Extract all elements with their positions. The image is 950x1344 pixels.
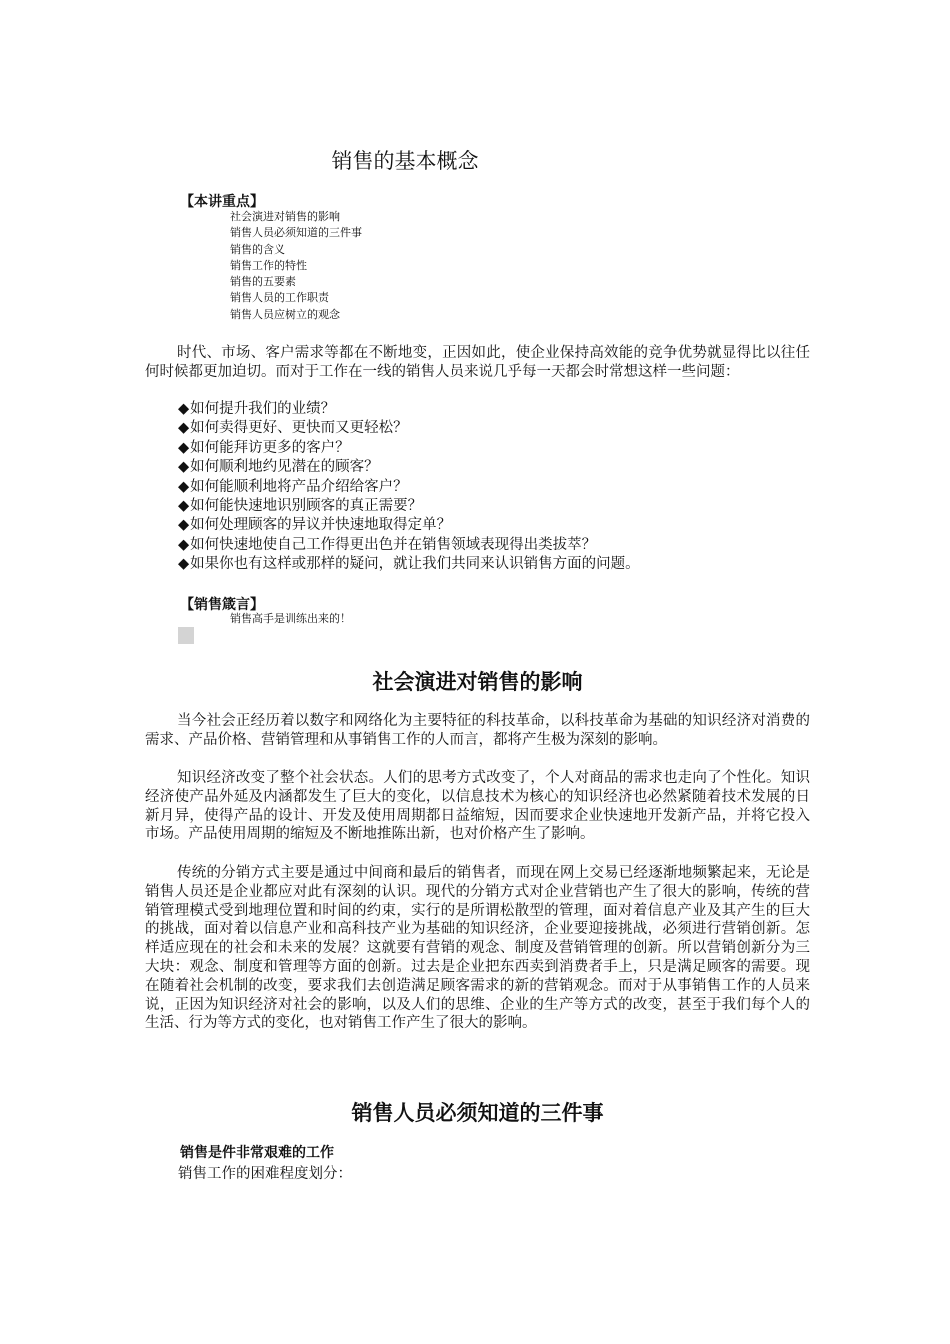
question-item: ◆如何提升我们的业绩？ [178, 401, 336, 417]
diamond-bullet-icon: ◆ [178, 536, 190, 553]
question-item: ◆如何卖得更好、更快而又更轻松？ [178, 420, 408, 437]
question-item: ◆如何快速地使自己工作得更出色并在销售领域表现得出类拔萃？ [178, 536, 597, 553]
diamond-bullet-icon: ◆ [178, 517, 190, 534]
maxim-label: 【销售箴言】 [180, 597, 264, 613]
diamond-bullet-icon: ◆ [178, 556, 190, 573]
key-points-list [230, 209, 362, 323]
key-point-item: 销售人员必须知道的三件事 [230, 226, 362, 240]
section-title-social-evolution: 社会演进对销售的影响 [372, 670, 583, 694]
intro-paragraph: 时代、市场、客户需求等都在不断地变，正因如此，使企业保持高效能的竞争优势就显得比以往任何时候都更加迫切。而对于工作在一线的销售人员来说几乎每一天都会时常想这样一些问题： [145, 345, 810, 380]
diamond-bullet-icon: ◆ [178, 401, 190, 417]
key-point-item: 销售的含义 [230, 242, 285, 256]
question-item: ◆如果你也有这样或那样的疑问，就让我们共同来认识销售方面的问题。 [178, 556, 640, 573]
section1-paragraph: 知识经济改变了整个社会状态。人们的思考方式改变了，个人对商品的需求也走向了个性化。知识经济使产品外延及内涵都发生了巨大的变化，以信息技术为核心的知识经济也必然紧随着技术发展的日新月异，使得产品的设计、开发及使用周期都日益缩短，因而要求企业快速地开发新产品，并将它投入市场。产品使用周期的缩短及不断地推陈出新，也对价格产生了影响。 [145, 770, 810, 843]
key-point-item: 销售人员的工作职责 [230, 291, 329, 305]
question-item: ◆如何能顺利地将产品介绍给客户？ [178, 478, 408, 495]
section1-paragraph: 当今社会正经历着以数字和网络化为主要特征的科技革命，以科技革命为基础的知识经济对消费的需求、产品价格、营销管理和从事销售工作的人而言，都将产生极为深刻的影响。 [145, 713, 810, 748]
section1-paragraph: 传统的分销方式主要是通过中间商和最后的销售者，而现在网上交易已经逐渐地频繁起来，无论是销售人员还是企业都应对此有深刻的认识。现代的分销方式对企业营销也产生了很大的影响，传统的营销管理模式受到地理位置和时间的约束，实行的是所谓松散型的管理，面对着信息产业及其产生的巨大的挑战，面对着以信息产业和高科技产业为基础的知识经济，企业要迎接挑战，必须进行营销创新。怎样适应现在的社会和未来的发展？这就要有营销的观念、制度及营销管理的创新。所以营销创新分为三大块：观念、制度和管理等方面的创新。过去是企业把东西卖到消费者手上，只是满足顾客的需要。现在随着社会机制的改变，要求我们去创造满足顾客需求的新的营销观念。而对于从事销售工作的人员来说，正因为知识经济对社会的影响，以及人们的思维、企业的生产等方式的改变，甚至于我们每个人的生活、行为等方式的变化，也对销售工作产生了很大的影响。 [145, 865, 810, 1032]
question-item: ◆如何能拜访更多的客户？ [178, 439, 350, 456]
section2-subheading: 销售是件非常艰难的工作 [180, 1145, 334, 1161]
key-points-label: 【本讲重点】 [180, 194, 264, 210]
question-list [178, 400, 640, 575]
key-point-item: 销售的五要素 [230, 275, 296, 289]
diamond-bullet-icon: ◆ [178, 439, 190, 456]
diamond-bullet-icon: ◆ [178, 420, 190, 437]
question-item: ◆如何顺利地约见潜在的顾客？ [178, 459, 379, 476]
maxim-list [230, 611, 351, 627]
key-point-item: 销售工作的特性 [230, 258, 307, 272]
key-point-item: 销售人员应树立的观念 [230, 307, 340, 321]
page-title: 销售的基本概念 [331, 149, 479, 173]
diamond-bullet-icon: ◆ [178, 459, 190, 476]
section2-line: 销售工作的困难程度划分： [178, 1166, 352, 1182]
gray-marker-box [178, 627, 194, 644]
key-point-item: 社会演进对销售的影响 [230, 210, 340, 223]
diamond-bullet-icon: ◆ [178, 498, 190, 515]
section-title-three-things: 销售人员必须知道的三件事 [351, 1101, 604, 1125]
question-item: ◆如何处理顾客的异议并快速地取得定单？ [178, 517, 452, 534]
diamond-bullet-icon: ◆ [178, 478, 190, 495]
question-item: ◆如何能快速地识别顾客的真正需要？ [178, 498, 423, 515]
maxim-text: 销售高手是训练出来的！ [230, 612, 351, 625]
